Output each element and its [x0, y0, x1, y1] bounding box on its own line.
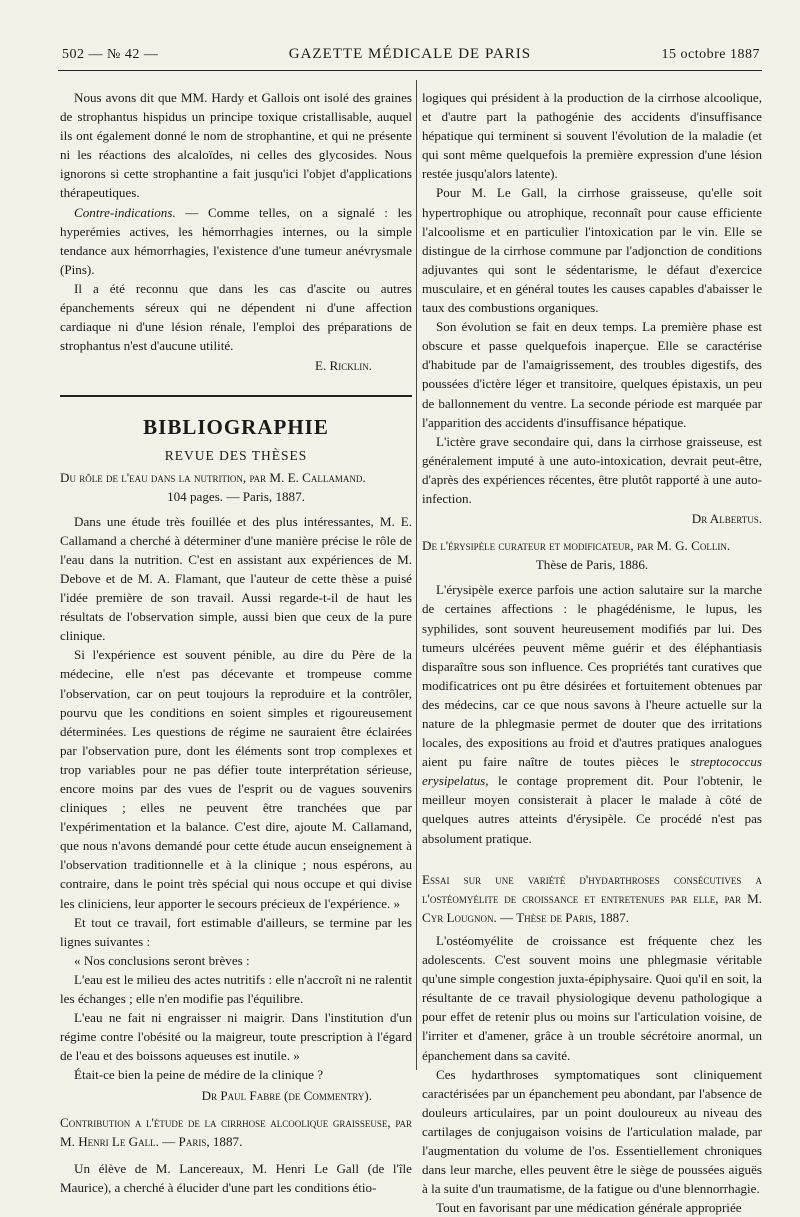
thesis-title: De l'érysipèle curateur et modificateur, par M. G. Collin.: [422, 538, 731, 554]
paragraph: Et tout ce travail, fort estimable d'ailleurs, se termine par les lignes suivantes :: [60, 914, 412, 949]
paragraph: Contre-indications. — Comme telles, on a signalé : les hyperémies actives, les hémorrhagies internes, ou la simple tendance aux hémorrhagies, l'existence d'une tumeur anévrysmale (Pins).: [60, 204, 412, 277]
thesis-title: Contribution a l'étude de la cirrhose alcoolique graisseuse, par M. Henri Le Gall. — Paris, 1887.: [60, 1114, 412, 1149]
issue-date: 15 octobre 1887: [661, 47, 760, 62]
right-column: [422, 88, 762, 1217]
paragraph: Si l'expérience est souvent pénible, au dire du Père de la médecine, elle n'est pas décevante et trompeuse comme l'observation, car on peut toujours la reproduire et la contrôler, pourvu que les conditions en soient simples et rigoureusement déterminées. Les questions de régime ne sauraient être éclairées par l'observation pure, dont les éléments sont trop complexes et trop variables pour ne pas défier toute interprétation sérieuse, encore moins par des vues de l'esprit ou de vagues souvenirs cliniques ; elles ne peuvent être tranchées que par l'expérimentation et la balance. C'est dire, ajoute M. Callamand, que nous n'avons demandé pour cette étude aucun enseignement à l'observation traditionnelle et à la clinique ; nous espérons, au contraire, dans le point très spécial qui nous occupe et qui divise les cliniciens, leur apporter le secours précieux de l'expérience. »: [60, 647, 412, 911]
thesis-subtitle: Thèse de Paris, 1886.: [535, 557, 649, 573]
signature-ricklin: E. Ricklin.: [314, 358, 372, 374]
page-number: 502 — № 42 —: [62, 47, 159, 62]
column-divider: [416, 80, 417, 1070]
page-header: [62, 46, 760, 70]
paragraph: Tout en favorisant par une médication générale appropriée: [436, 1200, 742, 1216]
paragraph: Pour M. Le Gall, la cirrhose graisseuse, qu'elle soit hypertrophique ou atrophique, reconnaît pour cause efficiente l'alcoolisme et en particulier l'intoxication par le vin. Elle se distingue de la cirrhose commune par l'adjonction de conditions adjuvantes qui sont le sédentarisme, le défaut d'exercice musculaire, et en général toutes les causes capables d'abaisser le taux des combustions organiques.: [422, 185, 762, 316]
paragraph: logiques qui président à la production de la cirrhose alcoolique, et d'autre part la pathogénie des accidents d'insuffisance hépatique qui terminent si souvent l'évolution de la maladie (et qui sont même quelquefois la première expression d'une lésion restée jusqu'alors latente).: [422, 90, 762, 182]
thesis-title: Essai sur une variété d'hydarthroses consécutives a l'ostéomyélite de croissance et entretenues par elle, par M. Cyr Lougnon. — Thèse de Paris, 1887.: [422, 871, 762, 925]
paragraph: « Nos conclusions seront brèves :: [74, 952, 250, 968]
paragraph: L'eau est le milieu des actes nutritifs : elle n'accroît ni ne ralentit les échanges ; elle n'en modifie pas l'équilibre.: [60, 971, 412, 1007]
paragraph: L'ictère grave secondaire qui, dans la cirrhose graisseuse, est généralement imputé à une auto-intoxication, devrait peut-être, d'après des expériences récentes, être plutôt rapporté à une auto-infection.: [422, 433, 762, 506]
bibliographie-heading: BIBLIOGRAPHIE: [143, 415, 329, 440]
revue-des-theses-heading: REVUE DES THÈSES: [164, 448, 308, 464]
section-separator: [60, 395, 412, 397]
contre-indications-label: Contre-indications.: [74, 204, 176, 220]
paragraph: Était-ce bien la peine de médire de la clinique ?: [74, 1067, 324, 1083]
left-column: [60, 88, 412, 1197]
paragraph: L'ostéomyélite de croissance est fréquente chez les adolescents. C'est souvent moins une phlegmasie véritable qu'une simple congestion juxta-épiphysaire. Quoi qu'il en soit, la résultante de ce travail physiologique devenu pathologique a pour effet de retenir plus ou moins sur l'articulation voisine, de l'irriter et d'amener, grâce à un trouble sécrétoire anormal, un épanchement dans sa cavité.: [422, 932, 762, 1063]
paragraph: Ces hydarthroses symptomatiques sont cliniquement caractérisées par un épanchement peu abondant, par l'absence de douleurs articulaires, par un point douloureux au niveau des cartilages de conjugaison voisins de l'articulation malade, par l'augmentation du volume de l'os. Essentiellement chroniques dans leur marche, elles peuvent être le siège de poussées aiguës à la suite d'un traumatisme, de la fatigue ou d'une blennorrhagie.: [422, 1066, 762, 1197]
paragraph: Nous avons dit que MM. Hardy et Gallois ont isolé des graines de strophantus hispidus un principe toxique cristallisable, auquel ils ont également donné le nom de strophantine, et qui ne présente ni les réactions des alcaloïdes, ni celles des glycosides. Nous ignorons si cette strophantine a fait jusqu'ici l'objet d'applications thérapeutiques.: [60, 90, 412, 201]
signature-fabre: Dr Paul Fabre (de Commentry).: [201, 1087, 372, 1103]
thesis-subtitle: 104 pages. — Paris, 1887.: [167, 488, 305, 504]
paragraph: Dans une étude très fouillée et des plus intéressantes, M. E. Callamand a cherché à déterminer d'une manière précise le rôle de l'eau dans la nutrition. C'est en assistant aux expériences de M. Debove et de M. A. Flamant, que l'auteur de cette thèse a puisé l'idée première de son travail. Aussi regarde-t-il de haut les résultats de l'observation simple, aussi bien que ceux de la pure clinique.: [60, 513, 412, 644]
thesis-title: Du rôle de l'eau dans la nutrition, par M. E. Callamand.: [60, 469, 366, 485]
italic-term: streptococcus erysipelatus: [422, 754, 762, 789]
paragraph: Il a été reconnu que dans les cas d'ascite ou autres épanchements séreux qui ne dépendent ni d'une affection cardiaque ni d'une lésion rénale, l'emploi des préparations de strophantus n'est d'aucune utilité.: [60, 280, 412, 354]
header-rule: [58, 70, 762, 71]
journal-title: GAZETTE MÉDICALE DE PARIS: [288, 46, 532, 62]
paragraph: Son évolution se fait en deux temps. La première phase est obscure et passe quelquefois inaperçue. Elle se caractérise d'habitude par de l'amaigrissement, des troubles digestifs, des poussées d'ictère léger et transitoire, quelques épistaxis, un peu de ballonnement du ventre. La seconde période est marquée par l'apparition des accidents d'insuffisance hépatique.: [422, 319, 762, 430]
paragraph: L'eau ne fait ni engraisser ni maigrir. Dans l'institution d'un régime contre l'obésité ou la maigreur, toute prescription à l'égard de l'eau et des boissons aqueuses est inutile. »: [60, 1010, 412, 1064]
paragraph: Un élève de M. Lancereaux, M. Henri Le Gall (de l'île Maurice), a cherché à élucider d'une part les conditions étio-: [60, 1160, 412, 1195]
paragraph: L'érysipèle exerce parfois une action salutaire sur la marche de certaines affections : le phagédénisme, le lupus, les syphilides, sont souvent heureusement modifiés par lui. Des tumeurs ulcérées peuvent même guérir et des éléphantiasis disparaître sous son influence. Ces propriétés tant curatives que modificatrices ont pu être désirées et fortuitement obtenues par des médecins, car ce que nous savons à l'heure actuelle sur la nature de la phlegmasie permet de douter que des irritations locales, des expositions au froid et d'autres pratiques analogues aient pu faire naître de toutes pièces le streptococcus erysipelatus, le contage proprement dit. Pour l'obtenir, le meilleur moyen consisterait à placer le malade à côté de quelques autres atteints d'érysipèle. Ce procédé n'est pas absolument pratique.: [422, 582, 762, 846]
signature-albertus: Dr Albertus.: [691, 511, 762, 527]
